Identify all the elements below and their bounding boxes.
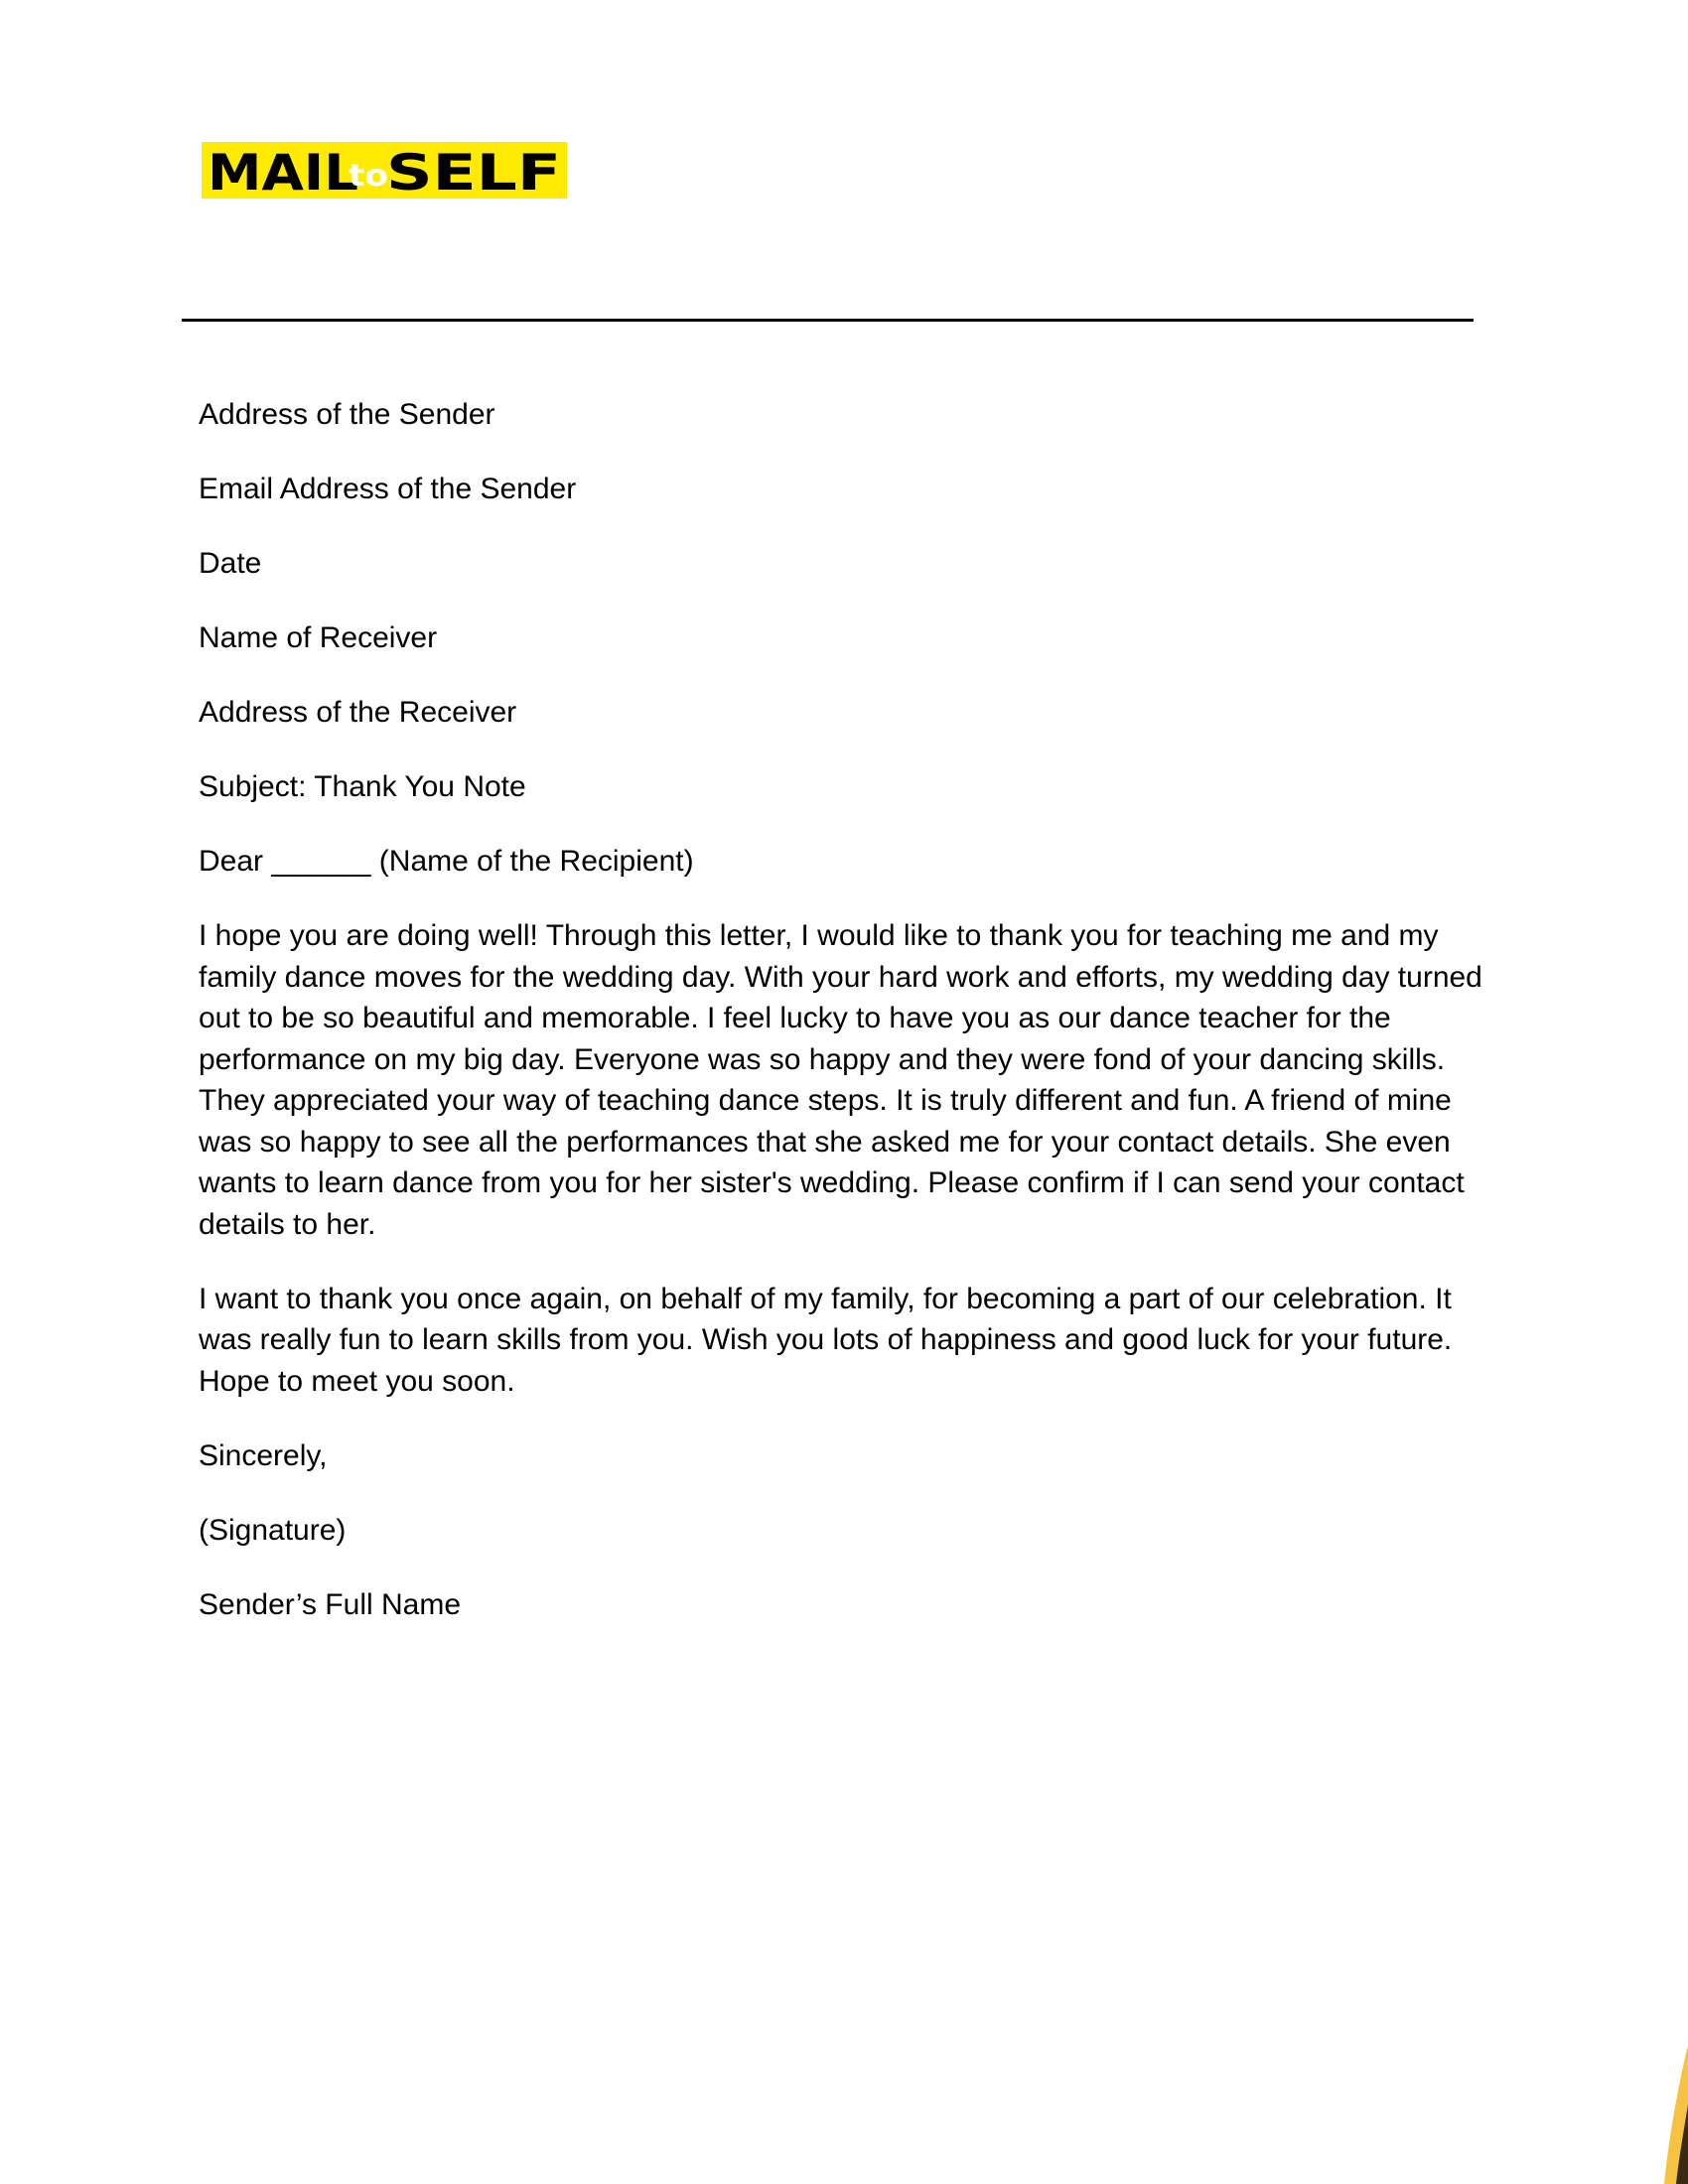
letter-body (199, 394, 1489, 1659)
receiver-address: Address of the Receiver (199, 696, 517, 729)
closing: Sincerely, (199, 1438, 328, 1472)
logo-wordmark (202, 142, 567, 199)
sender-full-name: Sender’s Full Name (199, 1587, 462, 1621)
signature-placeholder: (Signature) (199, 1513, 347, 1547)
sender-address: Address of the Sender (199, 398, 495, 431)
letter-subject: Subject: Thank You Note (199, 770, 526, 803)
mail-to-self-logo (202, 142, 567, 199)
logo-text-mail: MAIL (208, 144, 358, 199)
logo-text-self: SELF (386, 144, 561, 199)
corner-decoration (1628, 1985, 1688, 2184)
letter-date: Date (199, 547, 262, 580)
body-paragraph: I hope you are doing well! Through this letter, I would like to thank you for teaching me and my family dance moves for the wedding day. With your hard work and efforts, my wedding day turned out to be so beautiful and memorable. I feel lucky to have you as our dance teacher for the performance on my big day. Everyone was so happy and they were fond of your dancing skills. They appreciated your way of teaching dance steps. It is truly different and fun. A friend of mine was so happy to see all the performances that she asked me for your contact details. She even wants to learn dance from you for her sister's wedding. Please confirm if I can send your contact details to her. (199, 919, 1482, 1241)
body-paragraph: I want to thank you once again, on behalf of my family, for becoming a part of our celebration. It was really fun to learn skills from you. Wish you lots of happiness and good luck for your future. Hope to meet you soon. (199, 1282, 1453, 1398)
receiver-name: Name of Receiver (199, 621, 438, 654)
header-divider (182, 319, 1474, 322)
salutation: Dear ______ (Name of the Recipient) (199, 845, 694, 878)
sender-email: Email Address of the Sender (199, 473, 577, 505)
logo-text-to: to (349, 159, 388, 194)
